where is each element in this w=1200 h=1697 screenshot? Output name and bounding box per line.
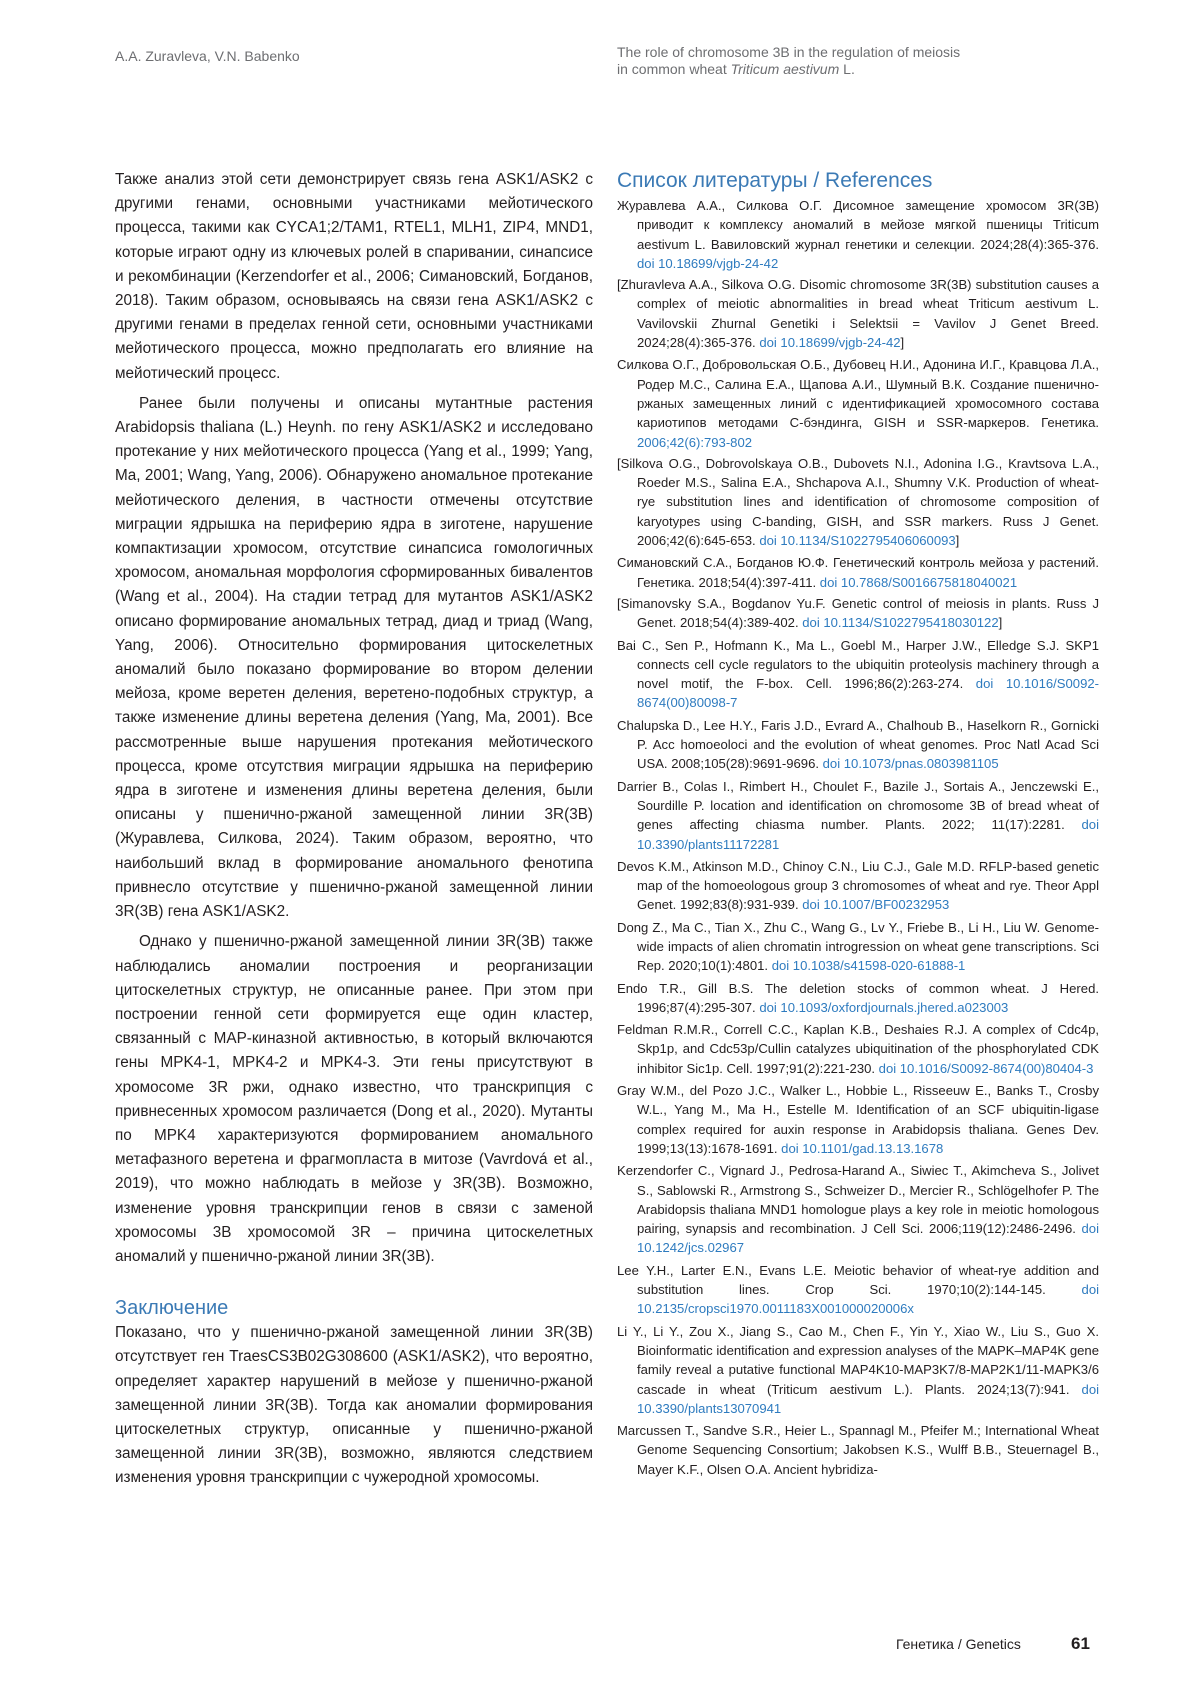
reference-translation	[617, 275, 1099, 352]
reference-item	[617, 196, 1099, 352]
reference-item	[617, 553, 1099, 632]
doi-link[interactable]: doi 10.18699/vjgb-24-42	[759, 335, 901, 351]
reference-text: Darrier B., Colas I., Rimbert H., Choulet F., Bazile J., Sortais A., Jenczewski E., Sourdille P. location and identification on chromosome 3B of bread wheat of genes affecting chiasma number. Plants. 2022; 11(17):2281.	[617, 778, 1099, 833]
doi-link[interactable]: doi 10.1101/gad.13.13.1678	[781, 1140, 944, 1156]
reference-item	[617, 1421, 1099, 1479]
reference-item	[617, 777, 1099, 854]
reference-text: Li Y., Li Y., Zou X., Jiang S., Cao M., Chen F., Yin Y., Xiao W., Liu S., Guo X. Bioinformatic identification and expression analyses of the MAPK–MAP4K gene family reveal a putative functional MAP4K10-MAP3K7/8-MAP2K1/11-MAPK3/6 cascade in wheat (Triticum aestivum L.). Plants. 2024;13(7):941.	[617, 1323, 1099, 1397]
reference-translation-end: ]	[955, 533, 960, 549]
reference-text: Kerzendorfer C., Vignard J., Pedrosa-Harand A., Siwiec T., Akimcheva S., Jolivet S., Sablowski R., Armstrong S., Schweizer D., Mercier R., Schlögelhofer P. The Arabidopsis thaliana MND1 homologue plays a key role in meiotic homologous pairing, synapsis and recombination. J Cell Sci. 2006;119(12):2486-2496.	[617, 1163, 1099, 1237]
doi-link[interactable]: doi 10.1134/S1022795418030122	[802, 615, 999, 631]
reference-item	[617, 918, 1099, 976]
reference-translation	[617, 454, 1099, 550]
reference-item	[617, 1081, 1099, 1158]
running-head-title-line2-pre: in common wheat	[617, 61, 731, 77]
main-text-column	[115, 168, 593, 1491]
reference-text: Bai C., Sen P., Hofmann K., Ma L., Goebl M., Harper J.W., Elledge S.J. SKP1 connects cell cycle regulators to the ubiquitin proteolysis machinery through a novel motif, the F-box. Cell. 1996;86(2):263-274.	[617, 637, 1099, 692]
running-head-title	[617, 44, 1137, 78]
doi-link[interactable]: doi 10.1093/oxfordjournals.jhered.a023003	[759, 999, 1009, 1015]
reference-translation-text: [Silkova O.G., Dobrovolskaya O.B., Dubovets N.I., Adonina I.G., Kravtsova L.A., Roeder M.S., Salina E.A., Shchapova A.I., Shumny V.K. Production of wheat-rye substitution lines and identification of chromosome composition of karyotypes using C-banding, GISH, and SSR markers. Russ J Genet. 2006;42(6):645-653.	[617, 455, 1099, 549]
reference-translation-end: ]	[998, 615, 1003, 631]
running-head-species: Triticum aestivum	[730, 61, 840, 77]
references-column	[617, 168, 1099, 1482]
paragraph-arabidopsis-mutants: Ранее были получены и описаны мутантные растения Arabidopsis thaliana (L.) Heynh. по гену ASK1/ASK2 и исследовано протекание у них мейотического процесса (Yang et al., 1999; Yang, Ma, 2001; Wang, Yang, 2006). Обнаружено аномальное протекание мейотического деления, в частности отмечены отсутствие миграции ядрышка на периферию ядра в зиготене, нарушение компактизации хромосом, отсутствие синапсиса гомологичных хромосом, аномальная морфология сформированных бивалентов (Wang et al., 2004). На стадии тетрад для мутантов ASK1/ASK2 описано формирование аномальных тетрад, диад и триад (Wang, Yang, 2006). Относительно формирования цитоскелетных аномалий было показано формирование во втором делении мейоза, кроме веретен деления, веретено-подобных структур, а также изменение длины веретена деления (Yang, Ma, 2001). Все рассмотренные выше нарушения протекания мейотического процесса, кроме отсутствия миграции ядрышка на периферию ядра в зиготене и изменения длины веретена деления, были описаны у пшенично-ржаной замещенной линии 3R(3B) (Журавлева, Силкова, 2024). Таким образом, вероятно, что наибольший вклад в формирование аномального фенотипа привнесло отсутствие у пшенично-ржаной замещенной линии 3R(3B) гена ASK1/ASK2.	[115, 394, 593, 921]
doi-link[interactable]: doi 10.3390/plants11172281	[637, 817, 1099, 852]
doi-link[interactable]: doi 10.18699/vjgb-24-42	[637, 255, 779, 271]
paragraph-network-analysis: Также анализ этой сети демонстрирует связь гена ASK1/ASK2 с другими генами, основными участниками мейотического процесса, такими как CYCA1;2/TAM1, RTEL1, MLH1, ZIP4, MND1, которые играют одну из ключевых ролей в спаривании, синапсисе и рекомбинации (Kerzendorfer et al., 2006; Симановский, Богданов, 2018). Таким образом, основываясь на связи гена ASK1/ASK2 с другими генами в пределах генной сети, основными участниками мейотического процесса, можно предполагать его влияние на мейотический процесс.	[115, 171, 593, 382]
reference-translation-text: [Zhuravleva A.A., Silkova O.G. Disomic chromosome 3R(3B) substitution causes a complex of meiotic abnormalities in bread wheat Triticum aestivum L. Vavilovskii Zhurnal Genetiki i Selektsii = Vavilov J Genet Breed. 2024;28(4):365-376.	[617, 277, 1099, 351]
reference-text: Chalupska D., Lee H.Y., Faris J.D., Evrard A., Chalhoub B., Haselkorn R., Gornicki P. Acc homoeoloci and the evolution of wheat genomes. Proc Natl Acad Sci USA. 2008;105(28):9691-9696.	[617, 717, 1099, 772]
paragraph-conclusion: Показано, что у пшенично-ржаной замещенной линии 3R(3B) отсутствует ген TraesCS3B02G308600 (ASK1/ASK2), что вероятно, определяет характер нарушений в мейозе у пшенично-ржаной замещенной линии 3R(3B). Тогда как аномалии формирования цитоскелетных структур, описанные у пшенично-ржаной замещенной линии 3R(3B), возможно, являются следствием изменения уровня транскрипции с чужеродной хромосомы.	[115, 1324, 593, 1487]
reference-item	[617, 1261, 1099, 1319]
doi-link[interactable]: doi 10.1242/jcs.02967	[637, 1221, 1099, 1256]
reference-translation-end: ]	[900, 335, 905, 351]
doi-link[interactable]: doi 10.3390/plants13070941	[637, 1381, 1100, 1416]
reference-item	[617, 979, 1099, 1018]
reference-text: Gray W.M., del Pozo J.C., Walker L., Hobbie L., Risseeuw E., Banks T., Crosby W.L., Yang M., Ma H., Estelle M. Identification of an SCF ubiquitin-ligase complex required for auxin response in Arabidopsis thaliana. Genes Dev. 1999;13(13):1678-1691.	[617, 1083, 1099, 1156]
reference-text: Симановский С.А., Богданов Ю.Ф. Генетический контроль мейоза у растений. Генетика. 2018;54(4):397-411.	[617, 555, 1099, 590]
paragraph-cytoskeletal-anomalies: Однако у пшенично-ржаной замещенной линии 3R(3B) также наблюдались аномалии построения и реорганизации цитоскелетных структур, не описанные ранее. При этом при построении генной сети формируется еще один кластер, связанный с MAP-киназной активностью, в который включаются гены MPK4-1, MPK4-2 и MPK4-3. Эти гены присутствуют в хромосоме 3R ржи, однако известно, что транскрипция с привнесенных хромосом различается (Dong et al., 2020). Мутанты по MPK4 характеризуются формированием аномального метафазного веретена и фрагмопласта в митозе (Vavrdová et al., 2019), что можно наблюдать в мейозе у 3R(3B). Возможно, изменение уровня транскрипции генов в связи с заменой хромосомы 3B хромосомой 3R – причина цитоскелетных аномалий у пшенично-ржаной линии 3R(3B).	[115, 933, 593, 1265]
references-heading: Список литературы / References	[617, 169, 933, 192]
reference-translation-text: [Simanovsky S.A., Bogdanov Yu.F. Genetic control of meiosis in plants. Russ J Genet. 2018;54(4):389-402.	[617, 595, 1099, 631]
reference-item	[617, 857, 1099, 915]
doi-link[interactable]: doi 10.2135/cropsci1970.0011183X001000020006x	[637, 1282, 1100, 1317]
running-head-title-line1: The role of chromosome 3B in the regulation of meiosis	[617, 44, 961, 60]
reference-item	[617, 636, 1099, 713]
reference-text: Devos K.M., Atkinson M.D., Chinoy C.N., Liu C.J., Gale M.D. RFLP-based genetic map of the homoeologous group 3 chromosomes of wheat and rye. Theor Appl Genet. 1992;83(8):931-939.	[617, 858, 1099, 913]
conclusion-heading: Заключение	[115, 1297, 229, 1320]
doi-link[interactable]: doi 10.1016/S0092-8674(00)80098-7	[637, 676, 1100, 711]
reference-translation	[617, 594, 1099, 633]
reference-text: Журавлева А.А., Силкова О.Г. Дисомное замещение хромосом 3R(3B) приводит к комплексу аномалий в мейозе мягкой пшеницы Triticum aestivum L. Вавиловский журнал генетики и селекции. 2024;28(4):365-376.	[617, 198, 1099, 252]
doi-link[interactable]: doi 10.1073/pnas.0803981105	[822, 756, 999, 772]
running-head-authors: A.A. Zuravleva, V.N. Babenko	[115, 48, 300, 64]
reference-item	[617, 1020, 1099, 1078]
doi-link[interactable]: doi 10.1134/S1022795406060093	[759, 533, 956, 549]
reference-item	[617, 1322, 1099, 1418]
reference-text: Endo T.R., Gill B.S. The deletion stocks of common wheat. J Hered. 1996;87(4):295-307.	[617, 980, 1099, 1015]
doi-link[interactable]: doi 10.7868/S0016675818040021	[819, 574, 1018, 590]
reference-text: Feldman R.M.R., Correll C.C., Kaplan K.B., Deshaies R.J. A complex of Cdc4p, Skp1p, and Cdc53p/Cullin catalyzes ubiquitination of the phosphorylated CDK inhibitor Sic1p. Cell. 1997;91(2):221-230.	[617, 1022, 1099, 1076]
reference-item	[617, 716, 1099, 774]
doi-link[interactable]: doi 10.1038/s41598-020-61888-1	[771, 958, 966, 974]
page-number: 61	[1071, 1634, 1090, 1653]
doi-link[interactable]: doi 10.1007/BF00232953	[802, 897, 950, 913]
footer-journal: Генетика / Genetics	[896, 1636, 1021, 1652]
reference-text: Силкова О.Г., Добровольская О.Б., Дубовец Н.И., Адонина И.Г., Кравцова Л.А., Родер М.С., Салина Е.А., Щапова А.И., Шумный В.К. Создание пшенично-ржаных замещенных линий с идентификацией хромосомного состава кариотипов методами С-бэндинга, GISH и SSR-маркеров. Генетика.	[617, 357, 1099, 431]
doi-link[interactable]: doi 10.1016/S0092-8674(00)80404-3	[878, 1060, 1094, 1076]
reference-item	[617, 1161, 1099, 1257]
running-head-title-line2-post: L.	[839, 61, 855, 77]
reference-text: Dong Z., Ma C., Tian X., Zhu C., Wang G., Lv Y., Friebe B., Li H., Liu W. Genome-wide impacts of alien chromatin introgression on wheat gene transcriptions. Sci Rep. 2020;10(1):4801.	[617, 919, 1099, 974]
reference-text: Marcussen T., Sandve S.R., Heier L., Spannagl M., Pfeifer M.; International Wheat Genome Sequencing Consortium; Jakobsen K.S., Wulff B.B., Steuernagel B., Mayer K.F., Olsen O.A. Ancient hybridiza-	[617, 1423, 1099, 1477]
doi-link[interactable]: 2006;42(6):793-802	[637, 434, 753, 450]
reference-item	[617, 355, 1099, 550]
reference-text: Lee Y.H., Larter E.N., Evans L.E. Meiotic behavior of wheat-rye addition and substitution lines. Crop Sci. 1970;10(2):144-145.	[617, 1262, 1099, 1298]
